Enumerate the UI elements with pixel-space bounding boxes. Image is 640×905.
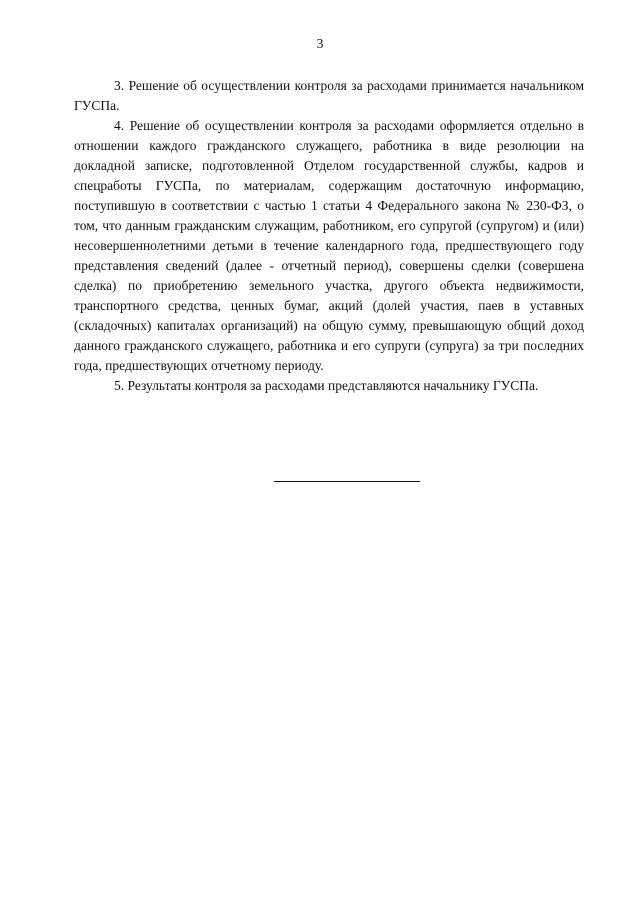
paragraph-3: 3. Решение об осуществлении контроля за расходами принимается начальником ГУСПа. [74, 78, 584, 113]
document-body [74, 76, 584, 396]
paragraph-5: 5. Результаты контроля за расходами представляются начальнику ГУСПа. [114, 378, 539, 393]
page-number: 3 [316, 36, 324, 51]
paragraph-4: 4. Решение об осуществлении контроля за расходами оформляется отдельно в отношении каждого гражданского служащего, работника в виде резолюции на докладной записке, подготовленной Отделом государственной службы, кадров и спецработы ГУСПа, по материалам, содержащим достаточную информацию, поступившую в соответствии с частью 1 статьи 4 Федерального закона № 230-ФЗ, о том, что данным гражданским служащим, работником, его супругой (супругом) и (или) несовершеннолетними детьми в течение календарного года, предшествующего году представления сведений (далее - отчетный период), совершены сделки (совершена сделка) по приобретению земельного участка, другого объекта недвижимости, транспортного средства, ценных бумаг, акций (долей участия, паев в уставных (складочных) капиталах организаций) на общую сумму, превышающую общий доход данного гражданского служащего, работника и его супруги (супруга) за три последних года, предшествующих отчетному периоду. [74, 118, 584, 373]
end-separator-line [274, 481, 420, 482]
